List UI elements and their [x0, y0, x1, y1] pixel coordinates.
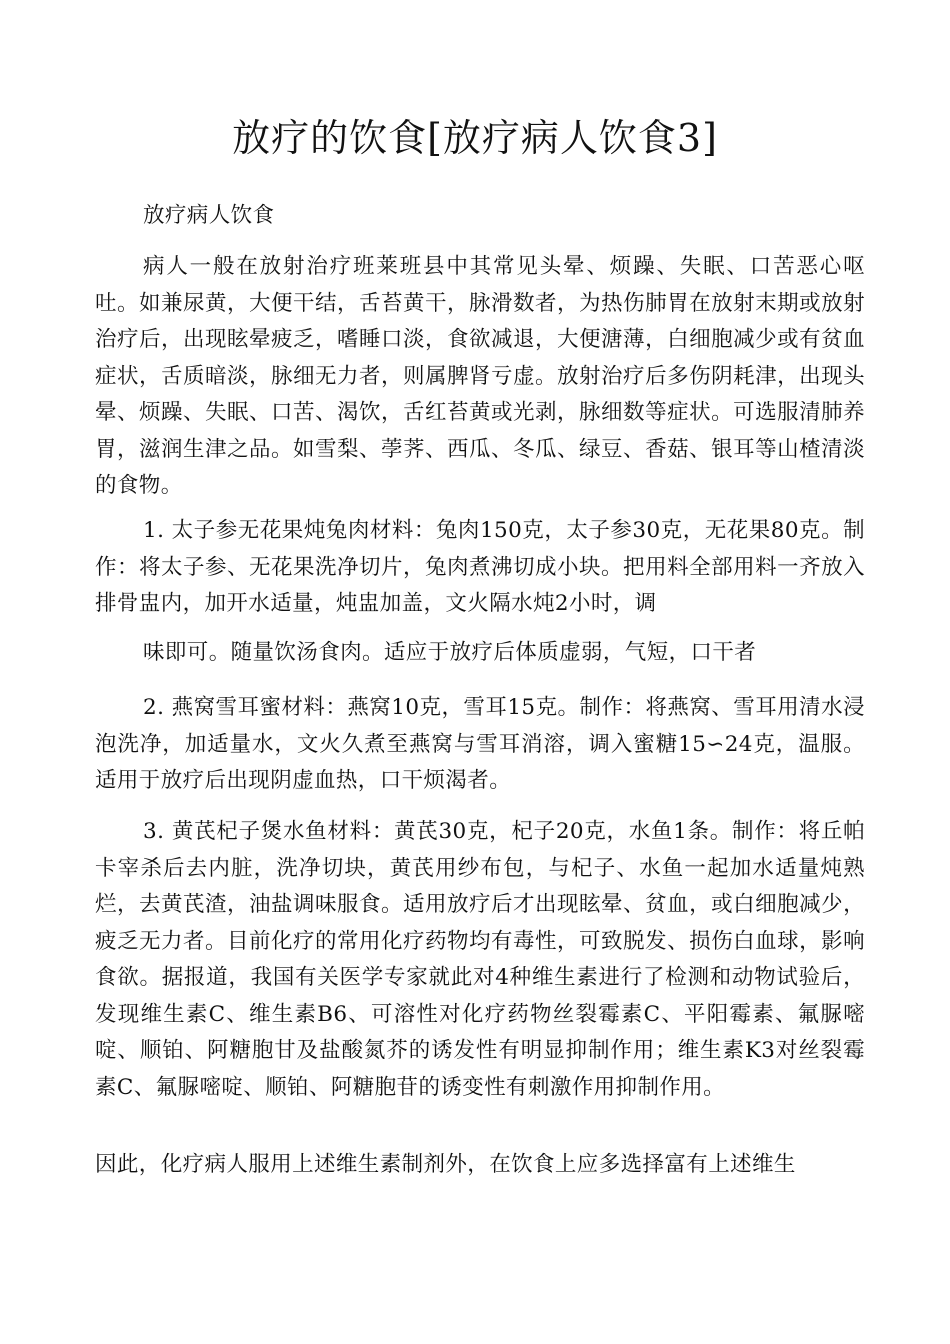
- paragraph-intro: 病人一般在放射治疗班莱班县中其常见头晕、烦躁、失眠、口苦恶心呕吐。如兼尿黄，大便干结，舌苔黄干，脉滑数者，为热伤肺胃在放射末期或放射治疗后，出现眩晕疲乏，嗜睡口淡，食欲减退，大便溏薄，白细胞减少或有贫血症状，舌质暗淡，脉细无力者，则属脾肾亏虚。放射治疗后多伤阴耗津，出现头晕、烦躁、失眠、口苦、渴饮，舌红苔黄或光剥，脉细数等症状。可选服清肺养胃，滋润生津之品。如雪梨、荸荠、西瓜、冬瓜、绿豆、香菇、银耳等山楂清淡的食物。: [95, 254, 865, 498]
- paragraph-recipe-2: 2. 燕窝雪耳蜜材料：燕窝10克，雪耳15克。制作：将燕窝、雪耳用清水浸泡洗净，加适量水，文火久煮至燕窝与雪耳消溶，调入蜜糖15∽24克，温服。适用于放疗后出现阴虚血热，口干烦渴者。: [95, 695, 865, 793]
- section-heading: 放疗病人饮食: [143, 203, 275, 228]
- paragraph-recipe-1: 1. 太子参无花果炖兔肉材料：兔肉150克，太子参30克，无花果80克。制作：将太子参、无花果洗净切片，兔肉煮沸切成小块。把用料全部用料一齐放入排骨盅内，加开水适量，炖盅加盖，文火隔水炖2小时，调: [95, 518, 865, 616]
- paragraph-recipe-3: 3. 黄芪杞子煲水鱼材料：黄芪30克，杞子20克，水鱼1条。制作：将丘帕卡宰杀后去内脏，洗净切块，黄芪用纱布包，与杞子、水鱼一起加水适量炖熟烂，去黄芪渣，油盐调味服食。适用放疗后才出现眩晕、贫血，或白细胞减少，疲乏无力者。目前化疗的常用化疗药物均有毒性，可致脱发、损伤白血球，影响食欲。据报道，我国有关医学专家就此对4种维生素进行了检测和动物试验后，发现维生素C、维生素B6、可溶性对化疗药物丝裂霉素C、平阳霉素、氟脲嘧啶、顺铂、阿糖胞甘及盐酸氮芥的诱发性有明显抑制作用；维生素K3对丝裂霉素C、氟脲嘧啶、顺铂、阿糖胞苷的诱变性有刺激作用抑制作用。: [95, 819, 865, 1100]
- document-title: 放疗的饮食[放疗病人饮食3]: [232, 116, 718, 160]
- paragraph-recipe-1-continued: 味即可。随量饮汤食肉。适应于放疗后体质虚弱，气短，口干者: [143, 640, 757, 665]
- paragraph-conclusion: 因此，化疗病人服用上述维生素制剂外，在饮食上应多选择富有上述维生: [95, 1152, 796, 1177]
